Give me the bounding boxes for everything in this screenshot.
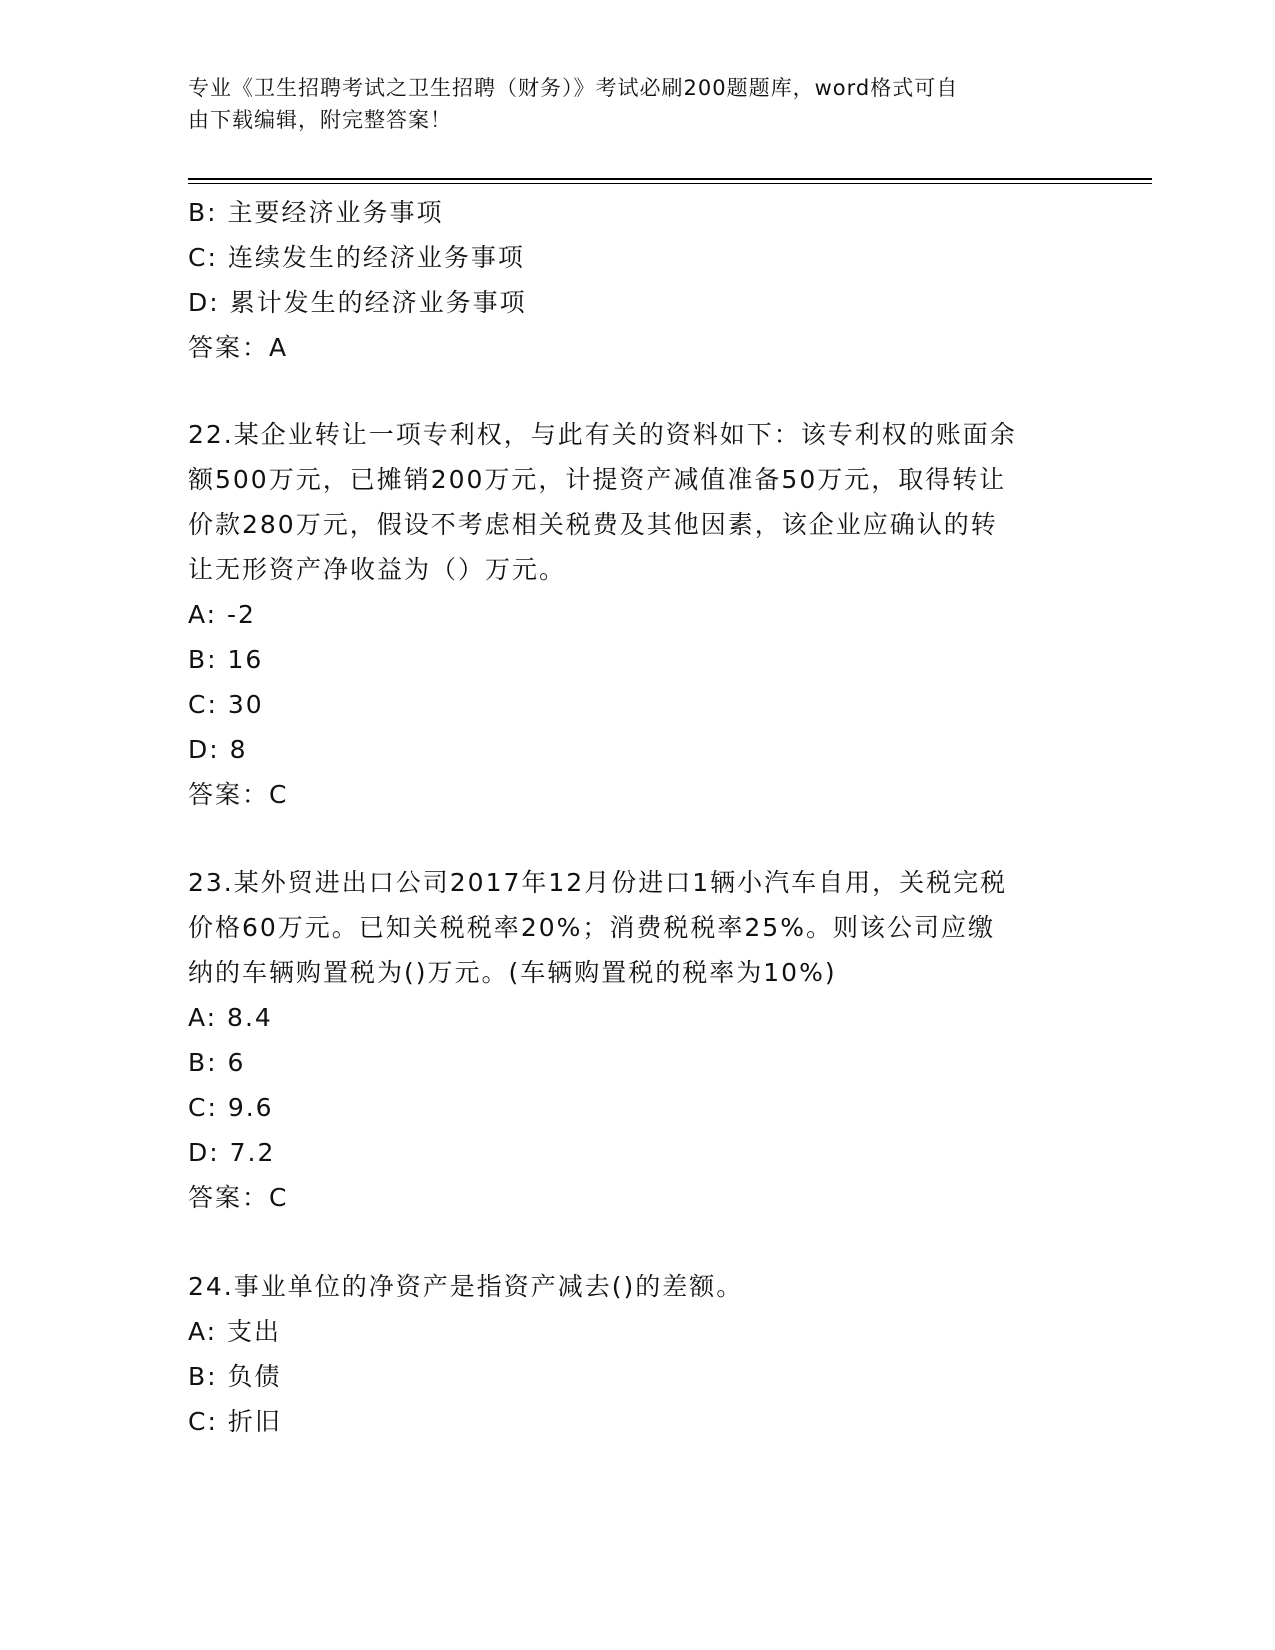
q24-option-b: B: 负债 (188, 1362, 282, 1391)
prev-option-c: C: 连续发生的经济业务事项 (188, 243, 525, 272)
document-header (188, 72, 1088, 136)
header-divider-thin (188, 183, 1152, 184)
prev-answer: 答案：A (188, 333, 289, 362)
prev-option-b: B: 主要经济业务事项 (188, 198, 444, 227)
q22-option-b: B: 16 (188, 645, 264, 674)
q22-option-c: C: 30 (188, 690, 264, 719)
header-line-2: 由下载编辑，附完整答案！ (188, 108, 452, 132)
q22-option-a: A: -2 (188, 600, 256, 629)
q23-answer: 答案：C (188, 1183, 289, 1212)
q22-text-line-3: 价款280万元，假设不考虑相关税费及其他因素，该企业应确认的转 (188, 510, 998, 539)
q23-text-line-1: 23.某外贸进出口公司2017年12月份进口1辆小汽车自用，关税完税 (188, 868, 1008, 897)
q23-option-c: C: 9.6 (188, 1093, 274, 1122)
q22-text-line-4: 让无形资产净收益为（）万元。 (188, 555, 567, 584)
q22-option-d: D: 8 (188, 735, 248, 764)
header-divider-thick (188, 178, 1152, 180)
q23-option-b: B: 6 (188, 1048, 246, 1077)
q23-text-line-2: 价格60万元。已知关税税率20%；消费税税率25%。则该公司应缴 (188, 913, 995, 942)
q22-text-line-1: 22.某企业转让一项专利权，与此有关的资料如下：该专利权的账面余 (188, 420, 1017, 449)
q23-option-a: A: 8.4 (188, 1003, 273, 1032)
q24-option-c: C: 折旧 (188, 1407, 282, 1436)
q23-option-d: D: 7.2 (188, 1138, 276, 1167)
q24-text-line-1: 24.事业单位的净资产是指资产减去()的差额。 (188, 1272, 744, 1301)
q22-answer: 答案：C (188, 780, 289, 809)
q22-text-line-2: 额500万元，已摊销200万元，计提资产减值准备50万元，取得转让 (188, 465, 1007, 494)
q23-text-line-3: 纳的车辆购置税为()万元。(车辆购置税的税率为10%) (188, 958, 837, 987)
header-line-1: 专业《卫生招聘考试之卫生招聘（财务）》考试必刷200题题库，word格式可自 (188, 76, 959, 100)
q24-option-a: A: 支出 (188, 1317, 282, 1346)
prev-option-d: D: 累计发生的经济业务事项 (188, 288, 527, 317)
